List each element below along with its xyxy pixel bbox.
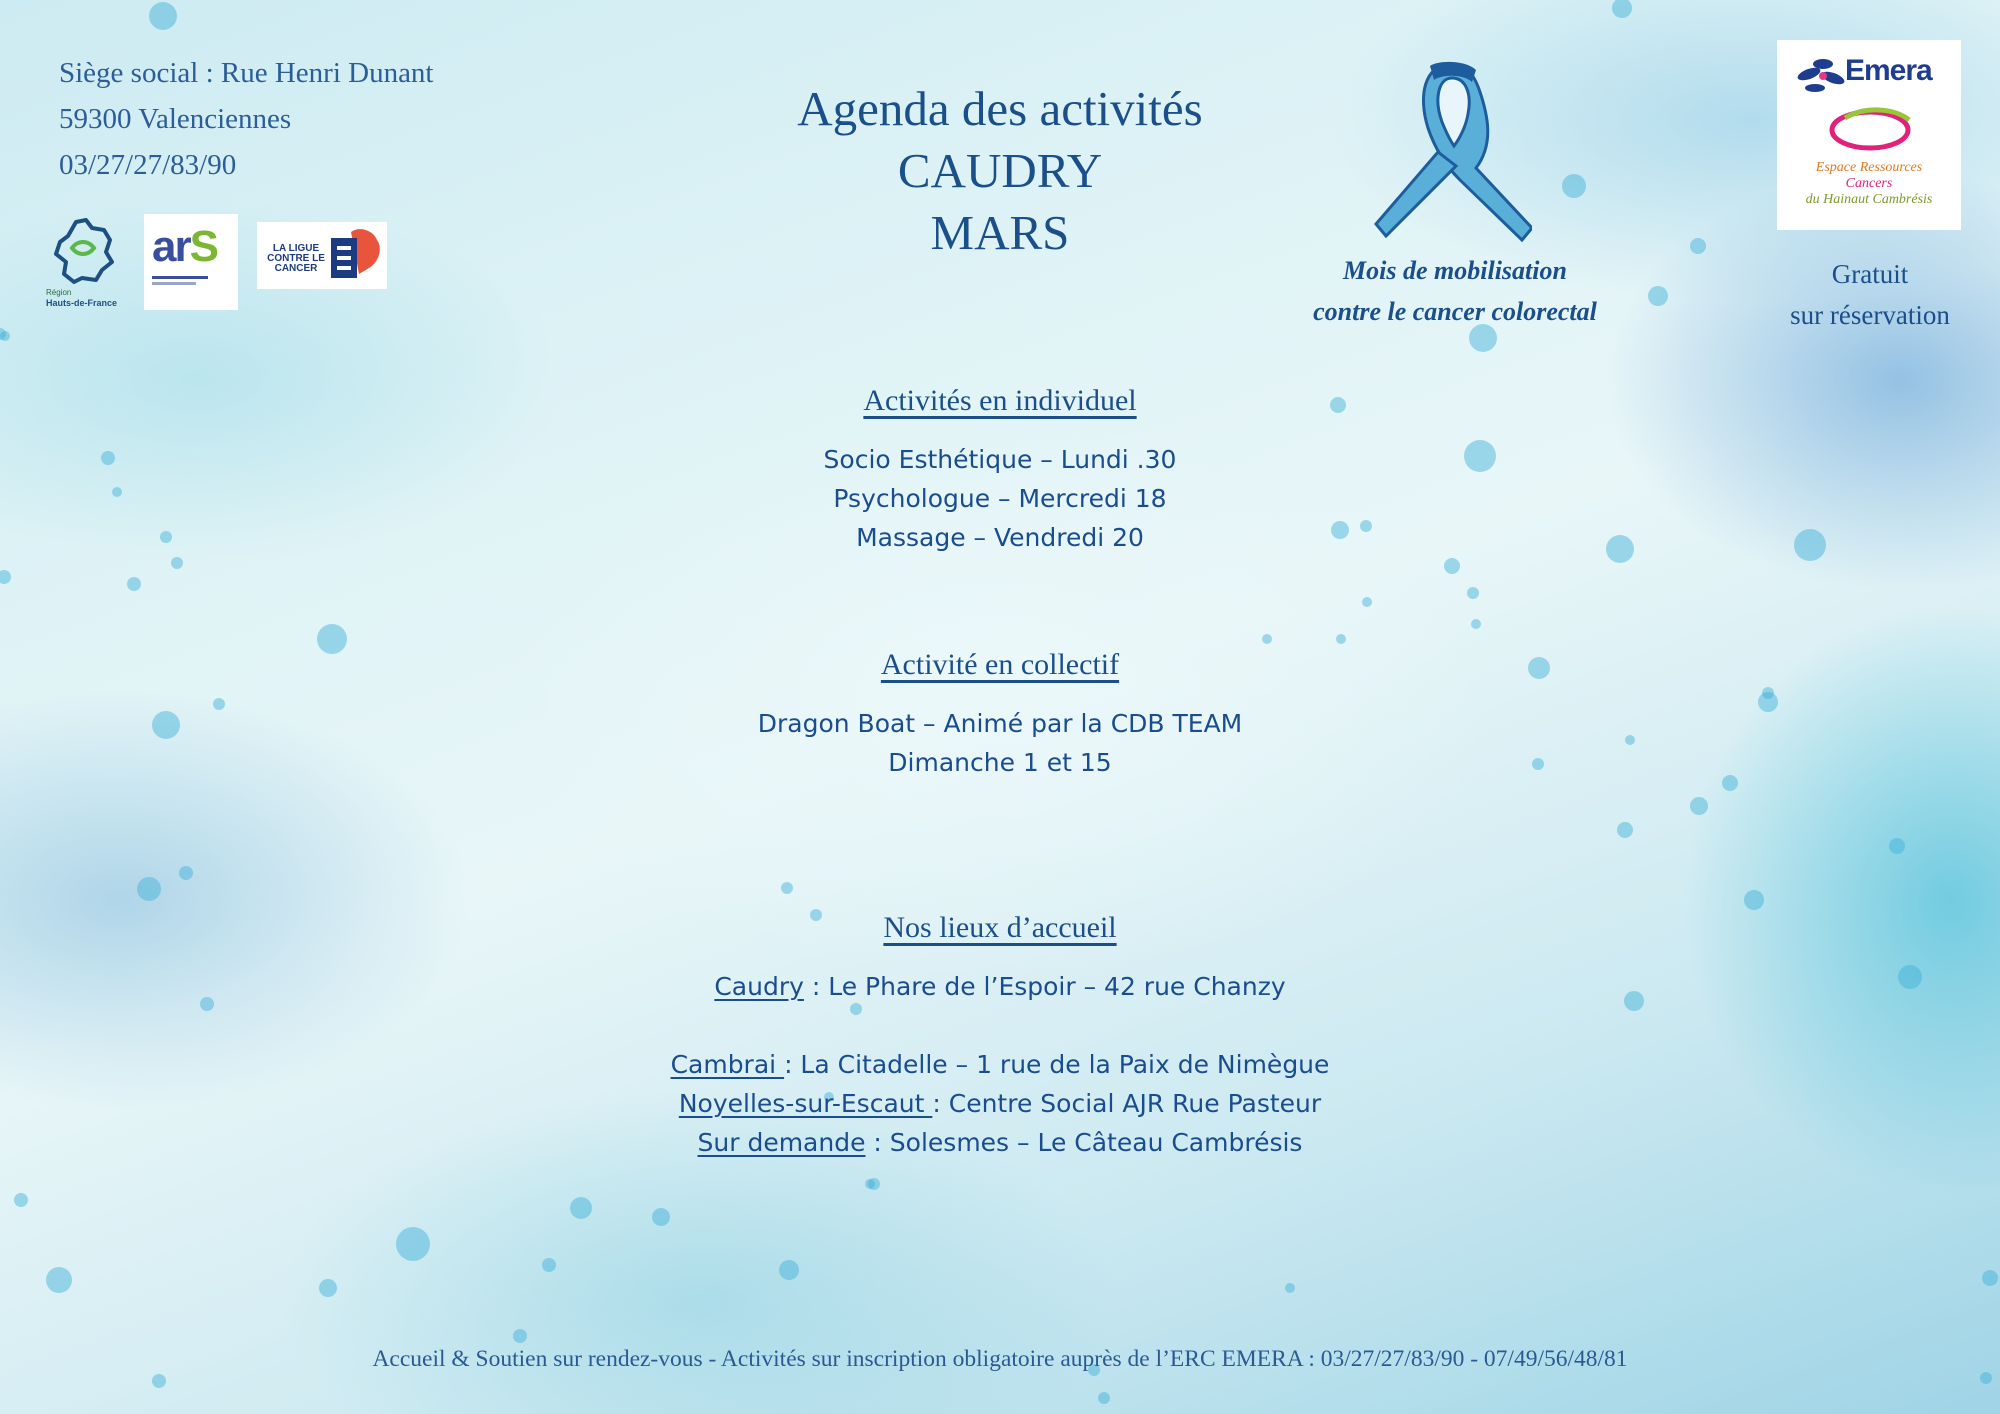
partner-logos [44, 214, 390, 310]
place-detail: : Centre Social AJR Rue Pasteur [932, 1089, 1322, 1118]
blue-ribbon-icon [1372, 56, 1532, 246]
bubble-decoration [1617, 822, 1633, 838]
bubble-decoration [1762, 687, 1774, 699]
agenda-month: MARS [930, 205, 1070, 260]
pricing-line-1: Gratuit [1831, 259, 1909, 289]
emera-logo [1777, 40, 1961, 230]
individual-activities-heading: Activités en individuel [863, 384, 1137, 417]
agenda-title [700, 78, 1300, 264]
bubble-decoration [137, 877, 161, 901]
bubble-decoration [1744, 890, 1764, 910]
bubble-decoration [652, 1208, 670, 1226]
bubble-decoration [319, 1279, 337, 1297]
pricing-note [1760, 254, 1980, 336]
ars-logo-text: ar [152, 222, 190, 271]
bubble-decoration [1980, 1372, 1992, 1384]
pricing-line-2: sur réservation [1790, 300, 1950, 330]
places-list [500, 967, 1500, 1162]
place-detail: : Le Phare de l’Espoir – 42 rue Chanzy [803, 972, 1286, 1001]
bubble-decoration [152, 711, 180, 739]
list-item: Dragon Boat – Animé par la CDB TEAM [757, 709, 1243, 738]
bubble-decoration [112, 487, 122, 497]
emera-sub-line-2: Cancers [1845, 176, 1893, 191]
address-city: 59300 Valenciennes [59, 103, 292, 135]
emera-brand: Emera [1845, 54, 1932, 87]
collective-activity-heading: Activité en collectif [880, 648, 1120, 681]
region-label: Hauts-de-France [46, 298, 118, 308]
bubble-decoration [1624, 991, 1644, 1011]
emera-subtitle [1777, 160, 1961, 208]
ars-logo [144, 214, 238, 310]
agenda-city: CAUDRY [897, 143, 1103, 198]
bubble-decoration [152, 1374, 166, 1388]
bubble-decoration [1889, 838, 1905, 854]
bubble-decoration [101, 451, 115, 465]
bubble-decoration [542, 1258, 556, 1272]
head-office-address [59, 50, 434, 188]
bubble-decoration [160, 531, 172, 543]
campaign-caption [1255, 250, 1655, 332]
bubble-decoration [1562, 174, 1586, 198]
bubble-decoration [396, 1227, 430, 1261]
place-detail: : La Citadelle – 1 rue de la Paix de Nimègue [784, 1050, 1330, 1079]
bubble-decoration [1612, 0, 1632, 18]
footer-note: Accueil & Soutien sur rendez-vous - Activités sur inscription obligatoire auprès de l’ERC EMERA : 03/27/27/83/90 - 07/49/56/48/81 [372, 1346, 1628, 1372]
bubble-decoration [868, 1178, 880, 1190]
place-item-on-demand [500, 1123, 1500, 1162]
campaign-line-1: Mois de mobilisation [1343, 256, 1567, 285]
bubble-decoration [1444, 558, 1460, 574]
address-street: Siège social : Rue Henri Dunant [59, 57, 434, 89]
list-item: Dimanche 1 et 15 [888, 748, 1112, 777]
bubble-decoration [1690, 238, 1706, 254]
bubble-decoration [317, 624, 347, 654]
bubble-decoration [213, 698, 225, 710]
region-hauts-de-france-logo [44, 218, 128, 308]
bubble-decoration [1528, 657, 1550, 679]
bubble-decoration [1625, 735, 1635, 745]
bubble-decoration [1262, 634, 1272, 644]
bubble-decoration [200, 997, 214, 1011]
place-name: Sur demande [697, 1128, 866, 1157]
individual-activities-list [500, 440, 1500, 557]
campaign-line-2: contre le cancer colorectal [1313, 297, 1597, 326]
bubble-decoration [171, 557, 183, 569]
bubble-decoration [779, 1260, 799, 1280]
place-name: Cambrai [670, 1050, 785, 1079]
bubble-decoration [1794, 529, 1826, 561]
bubble-decoration [1982, 1270, 1998, 1286]
bubble-decoration [1898, 965, 1922, 989]
place-name: Caudry [714, 972, 804, 1001]
place-item-caudry [500, 967, 1500, 1006]
ligue-cross-icon [329, 228, 385, 284]
ligue-contre-le-cancer-logo [257, 222, 387, 289]
bubble-decoration [1722, 775, 1738, 791]
place-item-cambrai [500, 1045, 1500, 1084]
bubble-decoration [1471, 619, 1481, 629]
region-label-small: Région [46, 288, 72, 297]
places-heading: Nos lieux d’accueil [883, 911, 1117, 944]
place-name: Noyelles-sur-Escaut [678, 1089, 933, 1118]
agenda-title-line: Agenda des activités [797, 81, 1203, 136]
list-item: Massage – Vendredi 20 [856, 523, 1144, 552]
bubble-decoration [1362, 597, 1372, 607]
bubble-decoration [1690, 797, 1708, 815]
bubble-decoration [1606, 535, 1634, 563]
bubble-decoration [781, 882, 793, 894]
bubble-decoration [1532, 758, 1544, 770]
bubble-decoration [0, 331, 10, 341]
region-map-icon [52, 218, 116, 284]
emera-sub-line-1: Espace Ressources [1815, 160, 1923, 175]
emera-flower-icon [1793, 50, 1853, 100]
ligue-logo-text: LA LIGUE CONTRE LE CANCER [267, 243, 325, 274]
bubble-decoration [149, 2, 177, 30]
emera-swoosh-icon [1825, 104, 1915, 154]
place-detail: : Solesmes – Le Câteau Cambrésis [865, 1128, 1303, 1157]
bubble-decoration [1285, 1283, 1295, 1293]
bubble-decoration [513, 1329, 527, 1343]
bubble-decoration [570, 1197, 592, 1219]
bubble-decoration [1098, 1392, 1110, 1404]
ars-logo-accent: S [189, 222, 217, 271]
place-item-noyelles [500, 1084, 1500, 1123]
bubble-decoration [0, 570, 11, 584]
bubble-decoration [14, 1193, 28, 1207]
bubble-decoration [1336, 634, 1346, 644]
bubble-decoration [179, 866, 193, 880]
bubble-decoration [127, 577, 141, 591]
bubble-decoration [1467, 587, 1479, 599]
bubble-decoration [46, 1267, 72, 1293]
emera-sub-line-3: du Hainaut Cambrésis [1805, 192, 1933, 207]
collective-activity-list [500, 704, 1500, 782]
list-item: Psychologue – Mercredi 18 [833, 484, 1167, 513]
address-phone: 03/27/27/83/90 [59, 149, 237, 181]
list-item: Socio Esthétique – Lundi .30 [823, 445, 1177, 474]
